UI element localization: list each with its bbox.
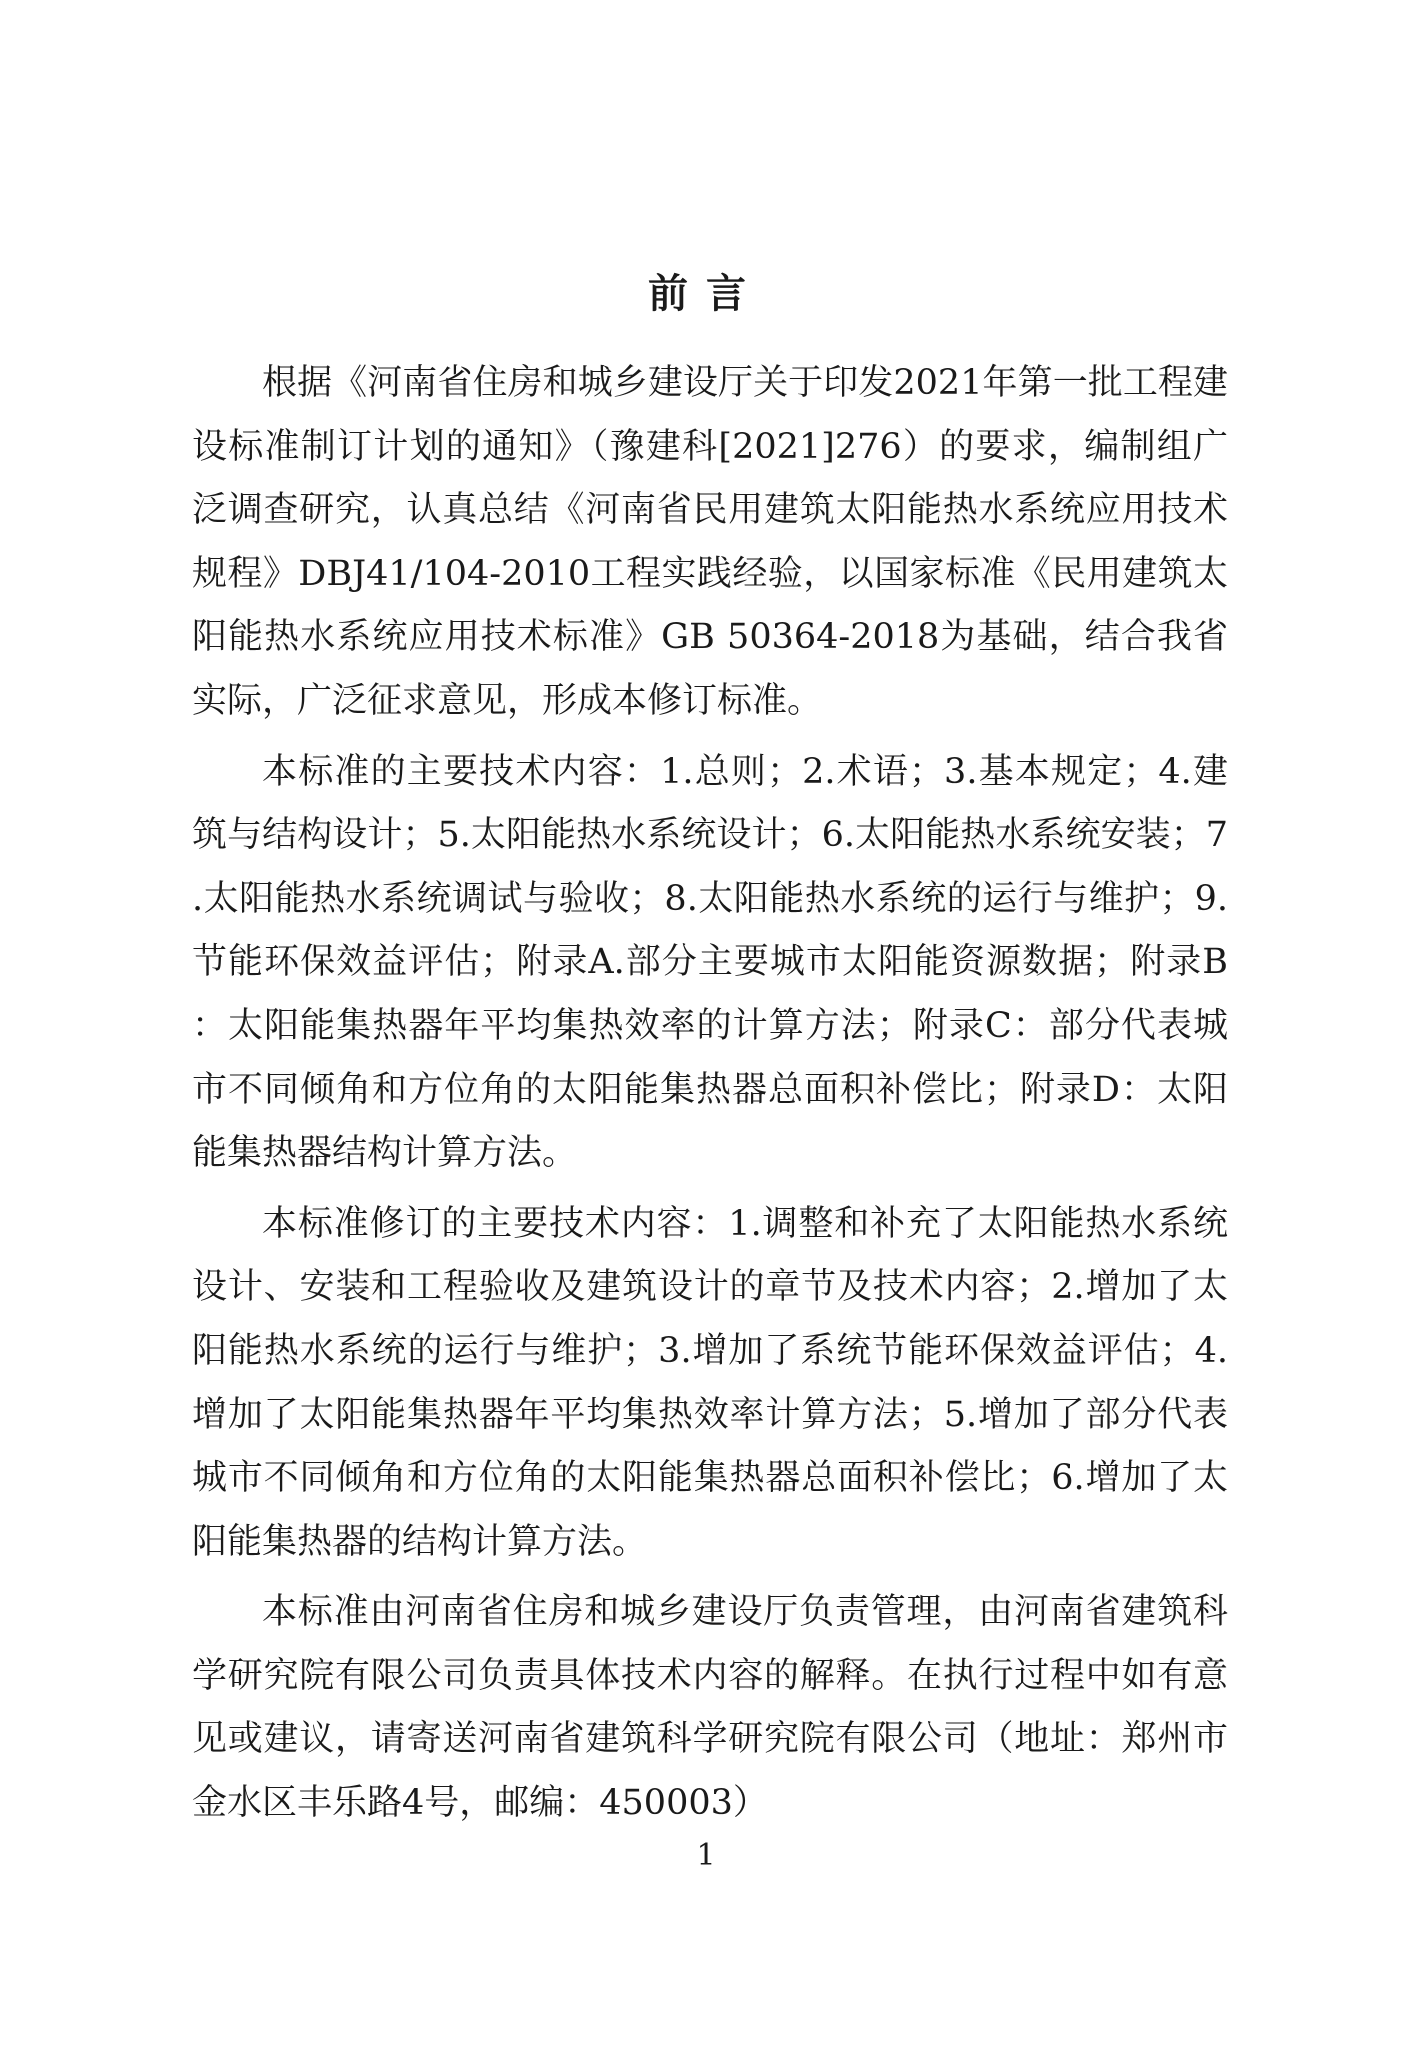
paragraph-main-content: 本标准的主要技术内容：1.总则；2.术语；3.基本规定；4.建筑与结构设计；5.太阳能热水系统设计；6.太阳能热水系统安装；7.太阳能热水系统调试与验收；8.太阳能热水系统的运行与维护；9.节能环保效益评估；附录A.部分主要城市太阳能资源数据；附录B：太阳能集热器年平均集热效率的计算方法；附录C：部分代表城市不同倾角和方位角的太阳能集热器总面积补偿比；附录D：太阳能集热器结构计算方法。 (192, 751, 1228, 1174)
preface-body (192, 352, 1228, 1843)
paragraph-basis: 根据《河南省住房和城乡建设厅关于印发2021年第一批工程建设标准制订计划的通知》（豫建科[2021]276）的要求，编制组广泛调查研究，认真总结《河南省民用建筑太阳能热水系统应用技术规程》DBJ41/104-2010工程实践经验，以国家标准《民用建筑太阳能热水系统应用技术标准》GB 50364-2018为基础，结合我省实际，广泛征求意见，形成本修订标准。 (192, 363, 1228, 721)
page-number: 1 (696, 1838, 716, 1873)
paragraph-revision-content: 本标准修订的主要技术内容：1.调整和补充了太阳能热水系统设计、安装和工程验收及建筑设计的章节及技术内容；2.增加了太阳能热水系统的运行与维护；3.增加了系统节能环保效益评估；4.增加了太阳能集热器年平均集热效率计算方法；5.增加了部分代表城市不同倾角和方位角的太阳能集热器总面积补偿比；6.增加了太阳能集热器的结构计算方法。 (192, 1203, 1228, 1562)
paragraph-management: 本标准由河南省住房和城乡建设厅负责管理，由河南省建筑科学研究院有限公司负责具体技术内容的解释。在执行过程中如有意见或建议，请寄送河南省建筑科学研究院有限公司（地址：郑州市金水区丰乐路4号，邮编：450003） (192, 1592, 1228, 1824)
page-title: 前言 (648, 270, 764, 317)
